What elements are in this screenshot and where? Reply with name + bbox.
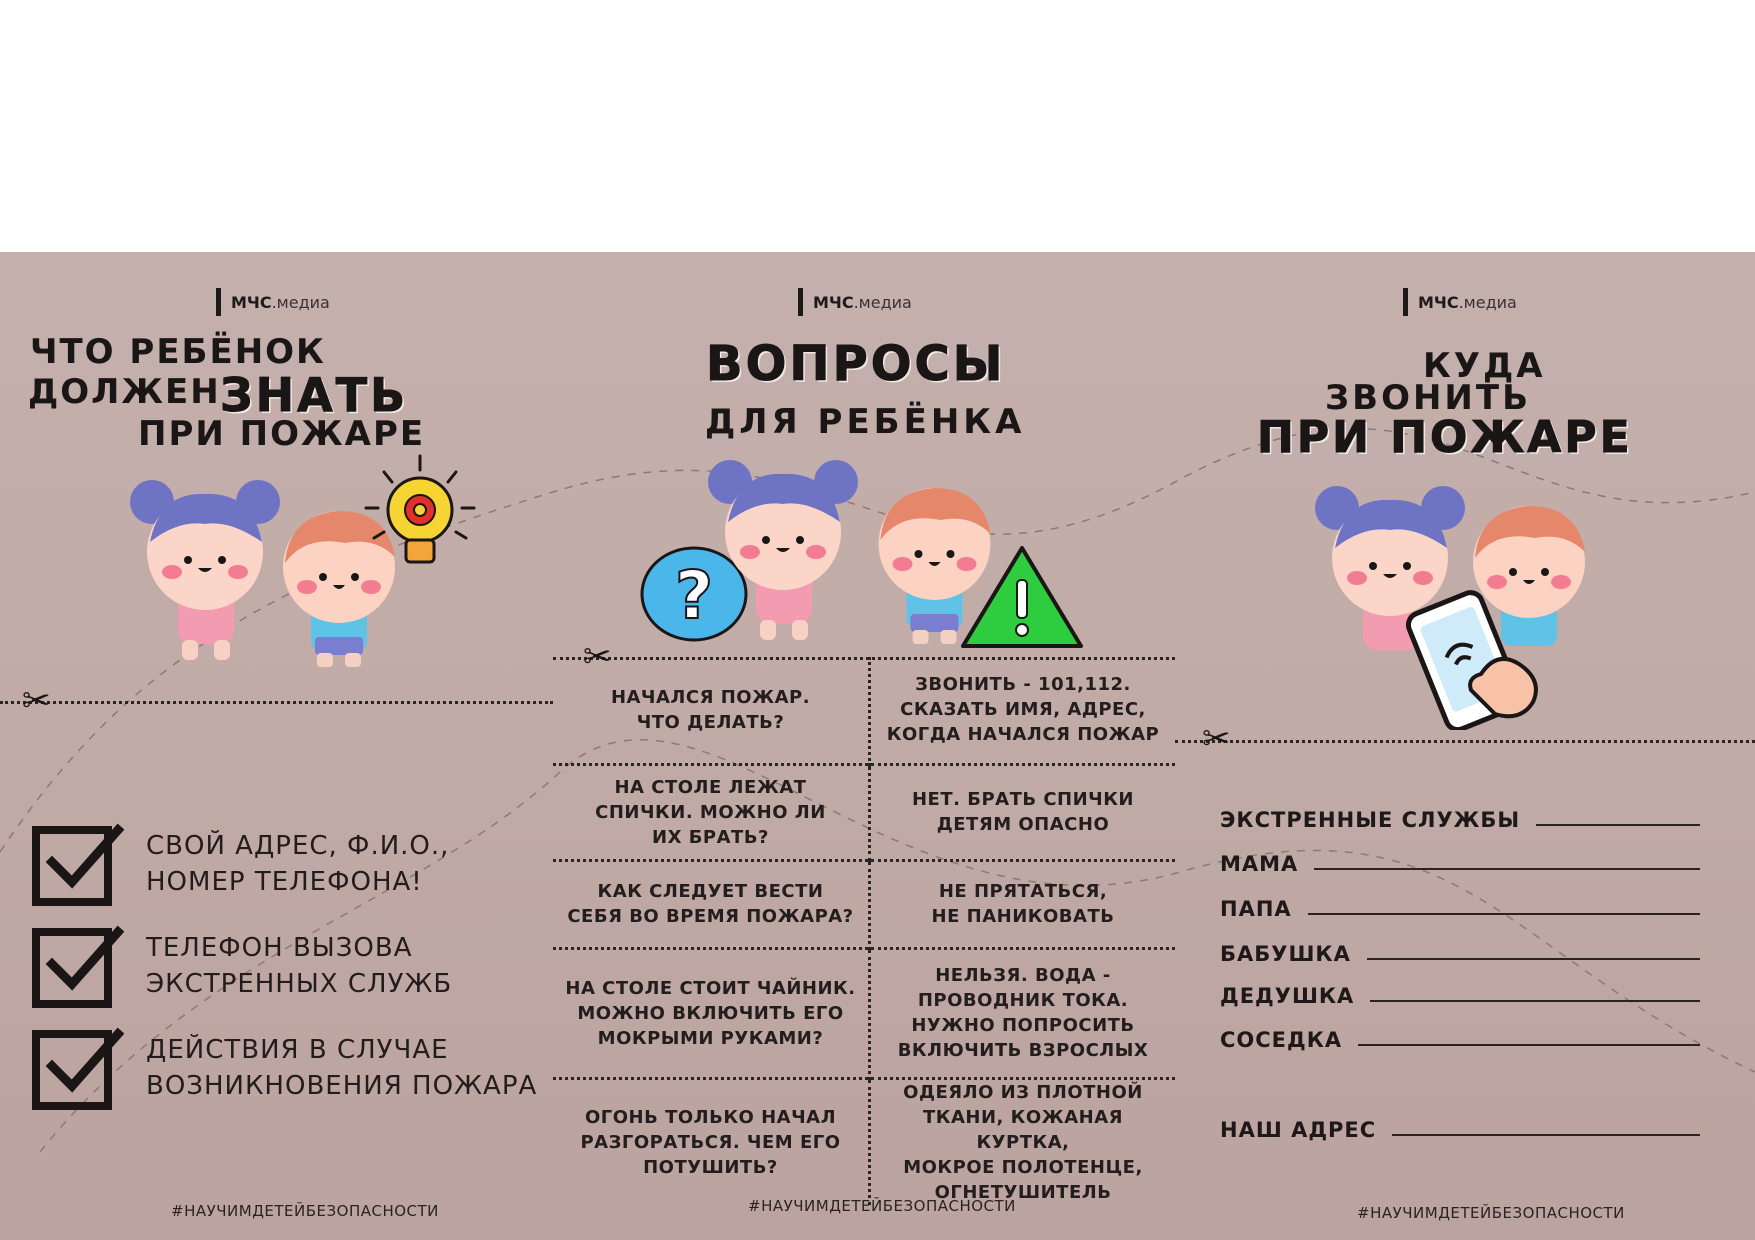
contact-line: ПАПА [1220, 897, 1700, 921]
hashtag: #НАУЧИМДЕТЕЙБЕЗОПАСНОСТИ [1357, 1204, 1625, 1222]
question-cell: НАЧАЛСЯ ПОЖАР. ЧТО ДЕЛАТЬ? [553, 657, 870, 764]
answer-cell: НЕТ. БРАТЬ СПИЧКИ ДЕТЯМ ОПАСНО [911, 789, 1134, 835]
scissors-icon: ✂ [583, 637, 612, 677]
qa-table [553, 657, 1175, 1205]
answer-cell: НЕ ПРЯТАТЬСЯ, НЕ ПАНИКОВАТЬ [931, 881, 1115, 927]
title-emphasis: ВОПРОСЫ [706, 336, 1006, 392]
title-line-1: ЧТО РЕБЁНОК [30, 332, 326, 372]
table-row [553, 1078, 1175, 1205]
title-emphasis: ПРИ ПОЖАРЕ [1257, 412, 1633, 463]
question-cell: НА СТОЛЕ СТОИТ ЧАЙНИК. МОЖНО ВКЛЮЧИТЬ ЕГО МОКРЫМИ РУКАМИ? [553, 948, 870, 1078]
brand-logo: МЧС .медиа [1403, 288, 1517, 316]
scissors-icon: ✂ [22, 681, 51, 721]
hashtag: #НАУЧИМДЕТЕЙБЕЗОПАСНОСТИ [171, 1202, 439, 1220]
address-line: НАШ АДРЕС [1220, 1118, 1700, 1142]
panel-where-to-call [1175, 252, 1755, 1240]
title-line-1: КУДА [1423, 346, 1546, 386]
hashtag: #НАУЧИМДЕТЕЙБЕЗОПАСНОСТИ [748, 1197, 1016, 1215]
cut-line [0, 701, 553, 704]
answer-cell: ОДЕЯЛО ИЗ ПЛОТНОЙ ТКАНИ, КОЖАНАЯ КУРТКА, МОКРОЕ ПОЛОТЕНЦЕ, ОГНЕТУШИТЕЛЬ [903, 1081, 1143, 1203]
girl-character [130, 472, 280, 672]
table-row [553, 948, 1175, 1078]
brand-logo: МЧС .медиа [216, 288, 330, 316]
question-cell: ОГОНЬ ТОЛЬКО НАЧАЛ РАЗГОРАТЬСЯ. ЧЕМ ЕГО ПОТУШИТЬ? [553, 1078, 870, 1205]
checklist-item: ДЕЙСТВИЯ В СЛУЧАЕ ВОЗНИКНОВЕНИЯ ПОЖАРА [32, 1024, 537, 1112]
title-emphasis: ЗНАТЬ [220, 368, 409, 422]
scissors-icon: ✂ [1202, 719, 1231, 759]
warning-icon [957, 542, 1087, 652]
phone-tap-icon [1397, 590, 1547, 730]
girl-character [703, 452, 863, 652]
checklist-item: ТЕЛЕФОН ВЫЗОВА ЭКСТРЕННЫХ СЛУЖБ [32, 922, 452, 1010]
leaflet-sheet [0, 252, 1755, 1240]
brand-logo: МЧС .медиа [798, 288, 912, 316]
question-cell: НА СТОЛЕ ЛЕЖАТ СПИЧКИ. МОЖНО ЛИ ИХ БРАТЬ? [553, 764, 870, 860]
contact-line: СОСЕДКА [1220, 1028, 1700, 1052]
answer-cell: НЕЛЬЗЯ. ВОДА - ПРОВОДНИК ТОКА. НУЖНО ПОПРОСИТЬ ВКЛЮЧИТЬ ВЗРОСЛЫХ [897, 965, 1149, 1061]
cut-line [1175, 740, 1755, 743]
question-cell: КАК СЛЕДУЕТ ВЕСТИ СЕБЯ ВО ВРЕМЯ ПОЖАРА? [553, 860, 870, 948]
contact-line: ЭКСТРЕННЫЕ СЛУЖБЫ [1220, 808, 1700, 832]
title-line-2: ДОЛЖЕН [28, 372, 221, 412]
checkbox-icon [32, 922, 124, 1010]
panel-questions-for-child [553, 252, 1175, 1240]
title-line-3: ПРИ ПОЖАРЕ [138, 414, 426, 454]
answer-cell: ЗВОНИТЬ - 101,112. СКАЗАТЬ ИМЯ, АДРЕС, КОГДА НАЧАЛСЯ ПОЖАР [886, 674, 1160, 746]
lightbulb-gear-icon [360, 452, 480, 582]
checklist-item: СВОЙ АДРЕС, Ф.И.О., НОМЕР ТЕЛЕФОНА! [32, 820, 449, 908]
panel-what-child-should-know [0, 252, 553, 1240]
contact-line: БАБУШКА [1220, 942, 1700, 966]
table-row [553, 764, 1175, 860]
contact-line: МАМА [1220, 852, 1700, 876]
table-row [553, 657, 1175, 764]
table-row [553, 860, 1175, 948]
contact-line: ДЕДУШКА [1220, 984, 1700, 1008]
checkbox-icon [32, 1024, 124, 1112]
title-line-2: ДЛЯ РЕБЁНКА [705, 402, 1026, 442]
checkbox-icon [32, 820, 124, 908]
title-line-2: ЗВОНИТЬ [1325, 378, 1531, 418]
svg-text:?: ? [674, 557, 714, 634]
